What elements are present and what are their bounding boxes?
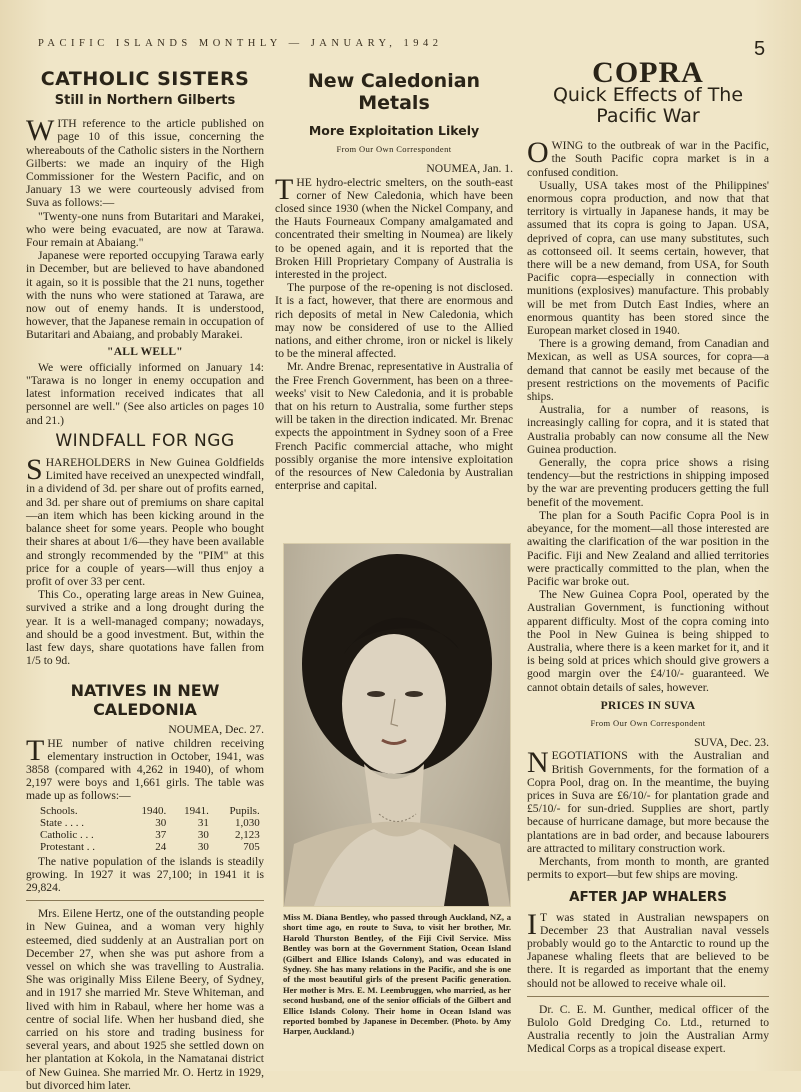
metals-paragraph: The purpose of the re-opening is not disclosed. It is a fact, however, that there are enormous and rich deposits of metal in New Caledonia, which may now be considered of use to the Allied nations, and either chrome, iron or nickel is likely to be the mineral affected. [275, 281, 513, 361]
portrait-photo [283, 543, 511, 907]
natives-paragraph: The native population of the islands is steadily growing. In 1927 it was 27,100; in 1941 it is 29,824. [26, 854, 264, 894]
windfall-title: WINDFALL FOR NGG [55, 430, 235, 451]
catholic-sisters-title: CATHOLIC SISTERS [40, 68, 250, 90]
dropcap: N [527, 746, 549, 780]
whalers-paragraph: I T was stated in Australian newspapers on December 23 that Australian naval vessels probably would go to the Antarctic to round up the Japanese whaling fleets that are believed to be there. It is regarded as important that the enemy should not be allowed to receive whale oil. [527, 907, 769, 990]
column-left [26, 66, 264, 1092]
table-row: Catholic . . . 37 30 2,123 [40, 828, 260, 841]
school-table [38, 805, 262, 853]
catholic-sisters-paragraph: Japanese were reported occupying Tarawa early in December, but are believed to have abandoned it again, so it is possible that the 21 nuns, together with the nuns who were stationed at Tarawa, are now out of enemy hands. It is understood, however, that the Japanese remain in occupation of Butaritari and Abaiang, and probably Marakei. [26, 249, 264, 342]
hertz-paragraph: Mrs. Eilene Hertz, one of the outstanding people in New Guinea, and a woman very highly esteemed, died suddenly at an Australian port on December 27, when she was put ashore from a vessel on which she was travelling to Australia. She was originally Miss Eilene Beery, of Sydney, and in 1917 she married Mr. Steve Whiteman, and lived with him in Rabaul, where her home was a centre of social life. When her husband died, she carried on his store and trading business for several years, and about 1925 she settled down on her plantation at Kokola, in the Namatanai district of New Guinea. She married Mr. O. Hertz in 1929, but divorced him later. [26, 907, 264, 1092]
jap-whalers-title: AFTER JAP WHALERS [569, 889, 727, 906]
divider [26, 900, 264, 901]
copra-paragraph: The New Guinea Copra Pool, operated by the Australian Government, is functioning without apparent difficulty. Most of the copra coming into the Pool in New Guinea is being shipped to Australia, where there is a keen market for it, and it is being sold at prices which should give growers a good margin over the £4/10/- guaranteed. We cannot obtain details of sales, however. [527, 588, 769, 694]
natives-paragraph: THE number of native children receiving elementary instruction in October, 1941, was 3858 (compared with 4,262 in 1940), of whom 2,197 were boys and 1,661 girls. The table was made up as follows:— [26, 733, 264, 803]
windfall-paragraph: This Co., operating large areas in New Guinea, survived a strike and a long drought during the year. It is a well-managed company; nowadays, and should be a good investment. But, within the last few days, share quotations have fallen from 1/5 to 9d. [26, 588, 264, 668]
table-row: State . . . . 30 31 1,030 [40, 816, 260, 829]
copra-title: COPRA [592, 56, 704, 89]
table-row: Protestant . . 24 30 705 [40, 840, 260, 853]
column-middle [275, 66, 513, 492]
gunther-paragraph: Dr. C. E. M. Gunther, medical officer of the Bulolo Gold Dredging Co. Ltd., returned to Australia recently to join the Australian Army Medical Corps as a tropical disease expert. [527, 1002, 769, 1056]
windfall-paragraph: SHAREHOLDERS in New Guinea Goldfields Limited have received an unexpected windfall, in a dividend of 3d. per share out of profits earned, and 3d. per share out of premiums on share capital—an item which has been kicking around in the balance sheet for some years. People who bought their shares at about 1/6—they have been available and strongly recommended by the "PIM" at this price for a couple of years—will thus enjoy a profit of over 33 per cent. [26, 453, 264, 588]
copra-paragraph: Usually, USA takes most of the Philippines' enormous copra production, and now that that territory is virtually in Japanese hands, it may be assumed that its copra is going to Japan. USA, deprived of copra, can use many substitutes, such as cottonseed oil. It seems certain, however, that there will be a new demand, from USA, for South Pacific copra—especially in connection with munitions (explosives) manufacture. This probably will be met from Dutch East Indies, where an enormous quantity has been stored since the European market closed in 1940. [527, 178, 769, 338]
running-head: PACIFIC ISLANDS MONTHLY — JANUARY, 1942 [38, 38, 443, 49]
table-header: Pupils. [229, 804, 260, 817]
metals-paragraph: Mr. Andre Brenac, representative in Australia of the Free French Government, has been on a three-weeks' visit to New Caledonia, and it is probable that on his return to Australia, some further steps will be taken in the direction indicated. Mr. Brenac expects the appointment in Sydney soon of a Free French Pacific commercial attache, who might possibly organise the more intensive exploitation of the resources of New Caledonia by Australian enterprise and capital. [275, 360, 513, 493]
natives-dateline: NOUMEA, Dec. 27. [168, 723, 264, 737]
all-well-subhead: "ALL WELL" [107, 345, 183, 358]
metals-dateline: NOUMEA, Jan. 1. [426, 162, 513, 176]
copra-paragraph: OWING to the outbreak of war in the Pacific, the South Pacific copra market is in a confused condition. [527, 136, 769, 179]
suva-dateline: SUVA, Dec. 23. [694, 736, 769, 750]
dropcap: S [26, 453, 43, 487]
new-caledonian-metals-title: New Caledonian Metals [307, 70, 481, 114]
divider [527, 996, 769, 997]
column-right [527, 56, 769, 1056]
catholic-sisters-subtitle: Still in Northern Gilberts [54, 93, 236, 108]
table-header: 1940. [141, 804, 167, 817]
correspondent-line: From Our Own Correspondent [590, 717, 706, 728]
dropcap: W [26, 114, 55, 148]
copra-paragraph: Generally, the copra price shows a rising tendency—but the restrictions in shipping imposed by the war are preventing producers getting the full benefit of the movement. [527, 456, 769, 509]
copra-subtitle: Quick Effects of The Pacific War [552, 84, 744, 128]
dropcap: O [527, 136, 549, 170]
catholic-sisters-paragraph: We were officially informed on January 14: "Tarawa is no longer in enemy occupation and latest information received indicates that all personnel are well." (See also articles on pages 10 and 21.) [26, 360, 264, 427]
table-header: Schools. [40, 804, 78, 817]
dropcap: I [527, 907, 537, 941]
portrait-illustration [284, 544, 510, 906]
table-header: 1941. [184, 804, 209, 817]
suva-paragraph: NEGOTIATIONS with the Australian and British Governments, for the formation of a Copra Pool, drag on. In the meantime, the buying prices in Suva are £6/10/- for plantation grade and £5/10/- for sun-dried. Supplies are short, partly because of hurricane damage, but more because the plantations are in bad order, and because labourers are attracted to military construction work. [527, 746, 769, 855]
new-caledonian-metals-subtitle: More Exploitation Likely [308, 123, 480, 138]
table-header-row [38, 805, 262, 817]
metals-paragraph: THE hydro-electric smelters, on the south-east corner of New Caledonia, which have been closed since 1930 (when the Nickel Company, and the Hauts Fourneaux Company amalgamated and concentrated their smelting in Noumea) are likely to be opened again, and it is reported that the Broken Hill Proprietary Company of Australia is interested in the project. [275, 172, 513, 282]
natives-title: NATIVES IN NEW CALEDONIA [70, 681, 220, 720]
photo-caption: Miss M. Diana Bentley, who passed through Auckland, NZ, a short time ago, en route to Suva, to visit her brother, Mr. Harold Thurston Bentley, of the Fiji Civil Service. Miss Bentley was born at the Government Station, Ocean Island (Gilbert and Ellice Islands Colony), and was educated in Sydney. She has many relations in the Pacific, and she is one of the most beautiful girls of the present Pacific generation. Her mother is Mrs. E. M. Leembruggen, who married, as her second husband, one of the senior officials of the Gilbert and Ellice Islands Colony. Their home in Ocean Island was reported bombed by Japanese in December. (Photo. by Amy Harper, Auckland.) [283, 912, 511, 1037]
dropcap: T [26, 733, 45, 767]
copra-paragraph: The plan for a South Pacific Copra Pool is in abeyance, for the moment—all those interested are awaiting the clarification of the war position in the Pacific. Fiji and New Zealand and allied territories were practically committed to the plan, when the Pacific war broke out. [527, 508, 769, 588]
suva-paragraph: Merchants, from month to month, are granted permits to export—but few ships are moving. [527, 854, 769, 882]
copra-paragraph: There is a growing demand, from Canadian and Mexican, as well as USA sources, for copra—a demand that cannot be easily met because of the present restrictions on the movements of Pacific ships. [527, 337, 769, 404]
prices-in-suva-title: PRICES IN SUVA [600, 699, 696, 712]
dropcap: T [275, 172, 294, 206]
catholic-sisters-quote: "Twenty-one nuns from Butaritari and Marakei, who were being evacuated, are now at Tarawa. Four remain at Abaiang." [26, 209, 264, 250]
page-number: 5 [754, 38, 766, 60]
catholic-sisters-paragraph: WITH reference to the article published on page 10 of this issue, concerning the whereabouts of the Catholic sisters in the Northern Gilberts: we made an inquiry of the High Commissioner for the Western Pacific, and on January 13 we were courteously advised from Suva as follows:— [26, 114, 264, 210]
correspondent-line: From Our Own Correspondent [336, 144, 452, 155]
copra-paragraph: Australia, for a number of reasons, is increasingly calling for copra, and it is stated that Australia probably can now consume all the New Guinea production. [527, 403, 769, 456]
